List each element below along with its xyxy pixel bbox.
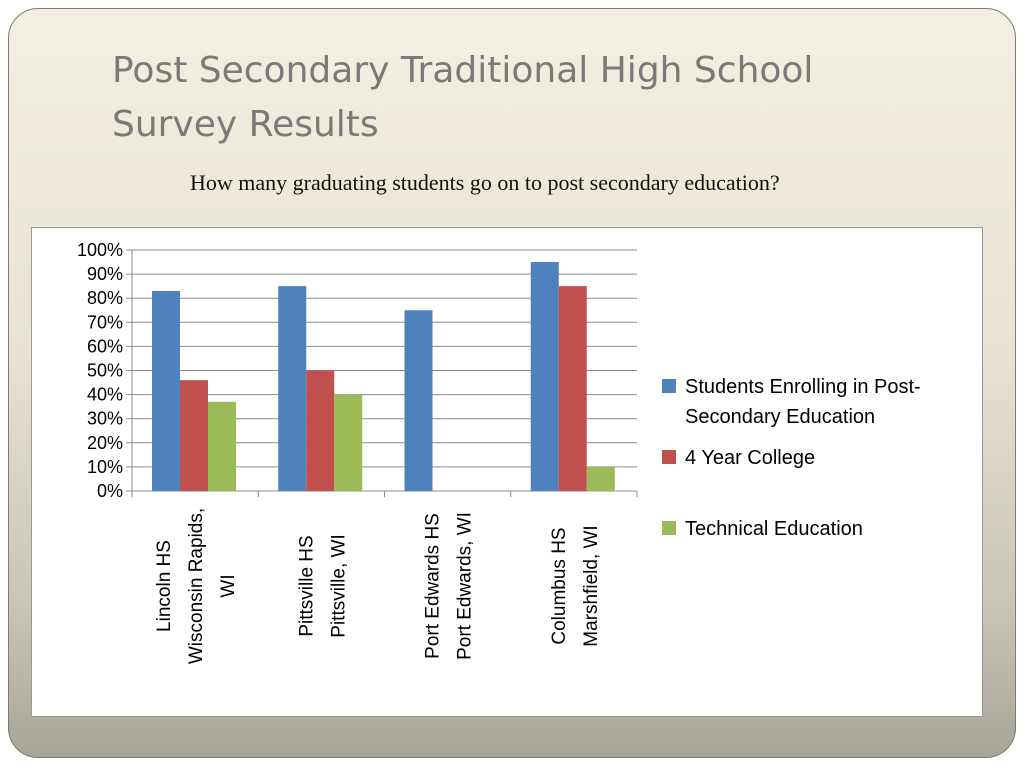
bar <box>278 286 306 491</box>
legend-label: Technical Education <box>685 518 863 540</box>
bar <box>559 286 587 491</box>
x-category-label-line: Wisconsin Rapids, <box>186 507 208 665</box>
legend-swatch <box>662 521 676 535</box>
x-category-label-line: Port Edwards HS <box>422 513 444 659</box>
y-tick-label: 80% <box>86 288 123 309</box>
x-category-label <box>154 508 239 664</box>
legend-swatch <box>662 379 676 393</box>
legend-label: Students Enrolling in Post- <box>685 376 921 398</box>
y-tick-label: 90% <box>86 264 123 285</box>
x-category-label-line: Pittsville HS <box>296 535 318 637</box>
bar <box>152 291 180 491</box>
x-category-label-line: Port Edwards, WI <box>454 512 476 660</box>
x-category-label-line: Lincoln HS <box>154 540 176 632</box>
x-category-label-line: Columbus HS <box>548 527 570 645</box>
y-tick-label: 100% <box>76 240 123 260</box>
legend-label: Secondary Education <box>685 406 876 428</box>
slide-title: Post Secondary Traditional High School Survey Results <box>112 50 814 145</box>
y-tick-label: 10% <box>86 456 123 477</box>
bar <box>306 371 334 492</box>
chart-container <box>31 227 983 717</box>
x-category-label <box>549 525 602 646</box>
bar-chart <box>32 228 982 716</box>
bar <box>531 262 559 491</box>
bar <box>208 402 236 491</box>
x-category-label-line: Pittsville, WI <box>328 534 350 638</box>
bar <box>334 395 362 491</box>
y-tick-label: 50% <box>86 360 123 381</box>
legend-swatch <box>662 450 676 464</box>
y-tick-label: 40% <box>86 384 123 405</box>
x-category-label <box>296 534 349 637</box>
slide-subtitle: How many graduating students go on to post secondary education? <box>190 170 780 195</box>
legend-label: 4 Year College <box>685 447 816 469</box>
y-tick-label: 0% <box>96 481 123 501</box>
bar <box>587 467 615 491</box>
x-category-label <box>423 512 476 660</box>
x-category-label-line: Marshfield, WI <box>580 525 602 647</box>
y-tick-label: 60% <box>86 336 123 357</box>
y-tick-label: 70% <box>86 312 123 333</box>
x-category-label-line: WI <box>218 574 240 598</box>
bar <box>405 310 433 491</box>
y-tick-label: 30% <box>86 408 123 429</box>
bar <box>180 380 208 491</box>
y-tick-label: 20% <box>86 432 123 453</box>
